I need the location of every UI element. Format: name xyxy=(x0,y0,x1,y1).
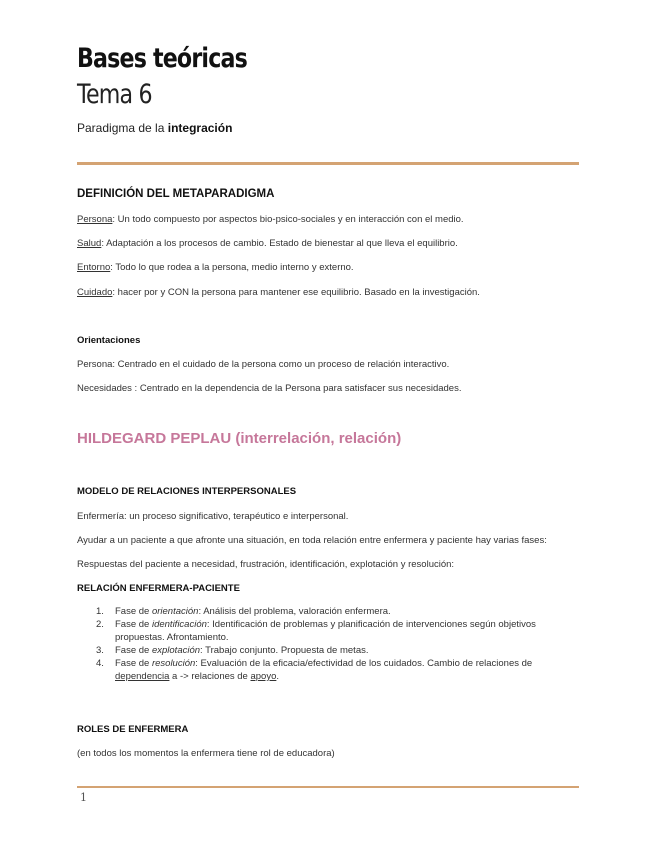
list-item xyxy=(77,605,579,618)
top-divider xyxy=(77,162,579,165)
term-salud: Salud xyxy=(77,238,102,249)
roles-note: (en todos los momentos la enfermera tiene rol de educadora) xyxy=(77,748,335,759)
metaparadigm-item-cuidado xyxy=(77,287,480,298)
phase-text: a -> relaciones de xyxy=(169,671,251,682)
definition-text: : hacer por y CON la persona para mantener ese equilibrio. Basado en la investigación. xyxy=(112,287,480,298)
roles-heading: ROLES DE ENFERMERA xyxy=(77,724,189,735)
list-number: 3. xyxy=(96,645,104,656)
document-title: Bases teóricas xyxy=(77,43,247,74)
term-persona: Persona xyxy=(77,214,113,225)
definition-text: : Un todo compuesto por aspectos bio-psico-sociales y en interacción con el medio. xyxy=(112,214,464,225)
document-subtitle: Tema 6 xyxy=(77,79,152,110)
phase-text: : Análisis del problema, valoración enfermera. xyxy=(198,606,391,617)
list-number: 1. xyxy=(96,606,104,617)
definition-text: : Adaptación a los procesos de cambio. Estado de bienestar al que lleva el equilibrio. xyxy=(101,238,458,249)
peplau-line-1: Enfermería: un proceso significativo, terapéutico e interpersonal. xyxy=(77,511,349,522)
paradigm-prefix: Paradigma de la xyxy=(77,121,168,135)
definition-text: : Todo lo que rodea a la persona, medio interno y externo. xyxy=(110,262,354,273)
phase-name: explotación xyxy=(151,645,201,656)
phase-name: resolución xyxy=(151,658,196,669)
metaparadigm-item-salud xyxy=(77,238,458,249)
term-cuidado: Cuidado xyxy=(77,287,113,298)
page-number: 1 xyxy=(80,791,87,804)
phase-text: . xyxy=(276,671,280,682)
relation-heading: RELACIÓN ENFERMERA-PACIENTE xyxy=(77,583,240,594)
paradigm-bold: integración xyxy=(167,121,233,135)
term-entorno: Entorno xyxy=(77,262,111,273)
peplau-heading: HILDEGARD PEPLAU (interrelación, relación) xyxy=(77,430,402,447)
phase-prefix: Fase de xyxy=(115,658,152,669)
phases-list xyxy=(77,605,579,683)
bottom-divider xyxy=(77,786,579,788)
list-number: 4. xyxy=(96,658,104,669)
phase-text: : Evaluación de la eficacia/efectividad de los cuidados. Cambio de relaciones de xyxy=(195,658,533,669)
phase-name: orientación xyxy=(151,606,199,617)
peplau-line-2: Ayudar a un paciente a que afronte una situación, en toda relación entre enfermera y paciente hay varias fases: xyxy=(77,535,547,546)
phase-text: : Identificación de problemas y planificación de intervenciones según objetivos propuestas. Afrontamiento. xyxy=(115,619,536,643)
peplau-line-3: Respuestas del paciente a necesidad, frustración, identificación, explotación y resolución: xyxy=(77,559,455,570)
orientation-necesidades: Necesidades : Centrado en la dependencia de la Persona para satisfacer sus necesidades. xyxy=(77,383,462,394)
term-dependencia: dependencia xyxy=(115,671,170,682)
list-number: 2. xyxy=(96,619,104,630)
paradigm-line xyxy=(77,121,232,135)
list-item xyxy=(77,657,579,683)
phase-prefix: Fase de xyxy=(115,606,152,617)
phase-text: : Trabajo conjunto. Propuesta de metas. xyxy=(200,645,369,656)
model-heading: MODELO DE RELACIONES INTERPERSONALES xyxy=(77,486,297,497)
metaparadigm-item-entorno xyxy=(77,262,354,273)
term-apoyo: apoyo xyxy=(250,671,277,682)
phase-name: identificación xyxy=(151,619,207,630)
metaparadigm-heading: DEFINICIÓN DEL METAPARADIGMA xyxy=(77,188,275,200)
phase-prefix: Fase de xyxy=(115,645,152,656)
metaparadigm-item-persona xyxy=(77,214,464,225)
phase-prefix: Fase de xyxy=(115,619,152,630)
orientation-persona: Persona: Centrado en el cuidado de la persona como un proceso de relación interactivo. xyxy=(77,359,450,370)
list-item xyxy=(77,644,579,657)
orientations-heading: Orientaciones xyxy=(77,335,141,346)
list-item xyxy=(77,618,579,644)
